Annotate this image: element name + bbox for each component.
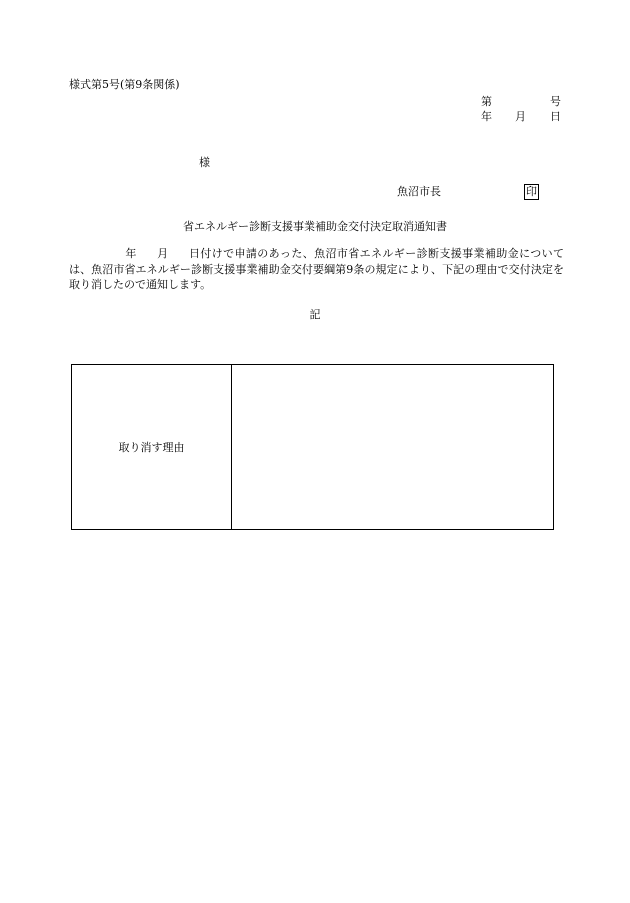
body-year-label: 年 — [125, 247, 137, 260]
doc-number-suffix: 号 — [550, 95, 561, 108]
reason-label-cell — [72, 365, 232, 529]
issuer-name: 魚沼市長 — [397, 185, 441, 198]
date-day-label: 日 — [550, 110, 561, 123]
body-paragraph — [69, 246, 564, 293]
body-main-text: 日付けで申請のあった、魚沼市省エネルギー診断支援事業補助金については、魚沼市省エネルギー診断支援事業補助金交付要綱第9条の規定により、下記の理由で交付決定を取り消したので通知します。 — [69, 247, 565, 291]
recipient-line: 様 — [199, 156, 210, 169]
ki-heading: 記 — [309, 308, 321, 321]
seal-mark: 印 — [526, 185, 537, 198]
body-month-label: 月 — [156, 247, 169, 260]
date-month-label: 月 — [515, 110, 526, 123]
date-year-label: 年 — [481, 110, 492, 123]
doc-number-prefix: 第 — [481, 95, 492, 108]
reason-value-cell[interactable] — [232, 365, 553, 529]
document-title: 省エネルギー診断支援事業補助金交付決定取消通知書 — [183, 220, 447, 233]
form-number-label: 様式第5号(第9条関係) — [69, 78, 180, 91]
reason-label: 取り消す理由 — [118, 441, 185, 454]
reason-table — [71, 364, 554, 530]
